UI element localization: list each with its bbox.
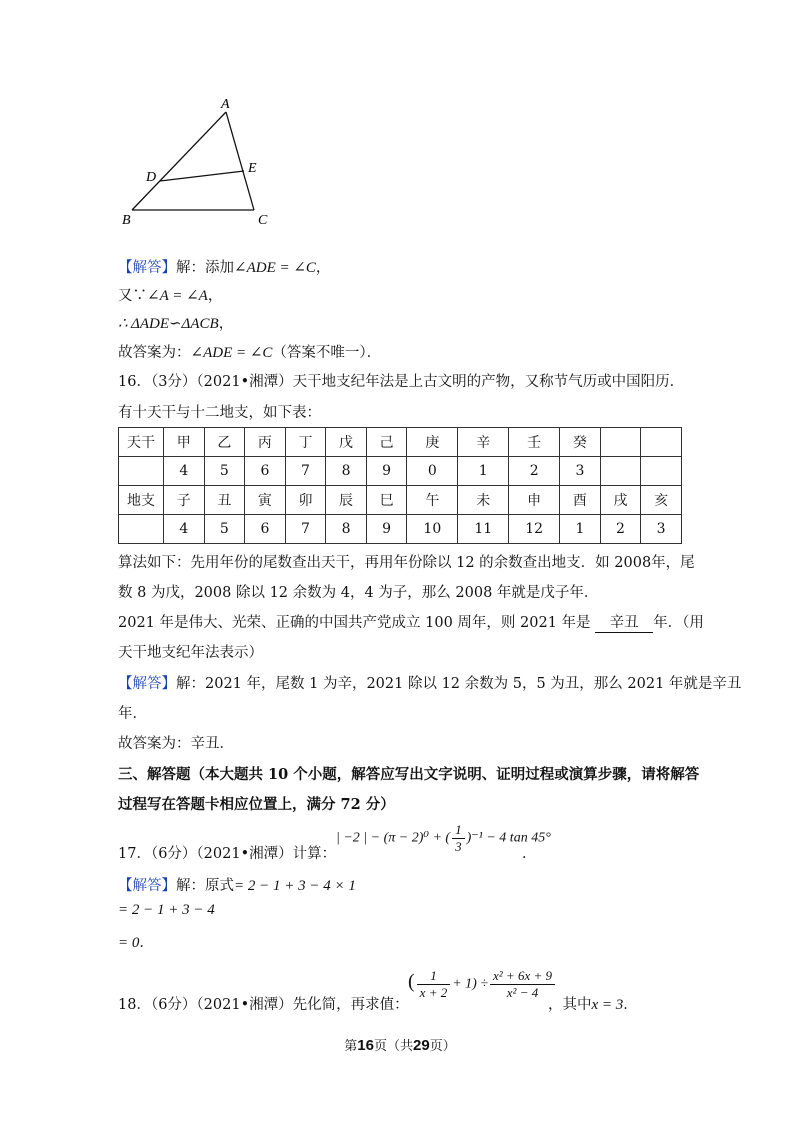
table-cell: 戌	[600, 486, 641, 515]
q16-algorithm-line1: 算法如下：先用年份的尾数查出天干，再用年份除以 12 的余数查出地支．如 2008年，尾	[118, 555, 695, 571]
section-heading-line2: 过程写在答题卡相应位置上，满分 72 分）	[118, 796, 395, 813]
q16-question-line1: 2021 年是伟大、光荣、正确的中国共产党成立 100 周年，则 2021 年是 辛丑 年．（用	[118, 611, 704, 633]
table-cell	[600, 457, 641, 486]
jieda-tag: 【解答】	[118, 878, 176, 894]
q15-solution-line1: 【解答】解：添加∠ADE = ∠C，	[118, 260, 331, 276]
table-cell: 9	[366, 457, 407, 486]
table-cell: 2	[509, 457, 560, 486]
label-e: E	[248, 161, 257, 176]
table-cell: 5	[204, 515, 245, 544]
q17-stem: 17．（6分）（2021•湘潭）计算：	[118, 846, 337, 862]
q16-solution-line2: 年．	[118, 706, 147, 722]
q18-condition: ，其中x = 3．	[548, 997, 638, 1013]
table-cell: 亥	[641, 486, 682, 515]
table-cell: 9	[366, 515, 407, 544]
table-cell: 甲	[164, 428, 205, 457]
q15-answer-line: 故答案为：∠ADE = ∠C（答案不唯一）．	[118, 345, 382, 361]
table-cell: 酉	[560, 486, 601, 515]
table-cell	[119, 457, 164, 486]
table-cell: 子	[164, 486, 205, 515]
label-d: D	[146, 170, 157, 185]
table-cell: 卯	[285, 486, 326, 515]
table-cell: 8	[326, 457, 367, 486]
table-cell: 6	[245, 457, 286, 486]
fraction-one-third: $\frac{1}{3}$	[452, 822, 465, 855]
q16-algorithm-line2: 数 8 为戊，2008 除以 12 余数为 4，4 为子，那么 2008 年就是戊子年．	[118, 585, 599, 601]
table-row	[119, 428, 682, 457]
table-cell: 7	[285, 457, 326, 486]
table-row	[119, 515, 682, 544]
table-cell	[600, 428, 641, 457]
table-cell: 寅	[245, 486, 286, 515]
q15-solution-line3: ∴ ΔADE∽ΔACB，	[118, 316, 234, 332]
table-cell: 癸	[560, 428, 601, 457]
jieda-tag: 【解答】	[118, 260, 176, 276]
table-cell: 6	[245, 515, 286, 544]
table-cell: 丙	[245, 428, 286, 457]
table-cell: 天干	[119, 428, 164, 457]
total-page-number: 29	[413, 1037, 430, 1054]
table-row	[119, 486, 682, 515]
table-row	[119, 457, 682, 486]
q16-question-line2: 天干地支纪年法表示）	[118, 645, 263, 661]
table-cell	[119, 515, 164, 544]
triangle-figure	[118, 92, 288, 232]
label-b: B	[122, 213, 131, 228]
table-cell: 巳	[366, 486, 407, 515]
table-cell: 1	[560, 515, 601, 544]
table-cell: 庚	[407, 428, 458, 457]
table-cell: 1	[458, 457, 509, 486]
table-cell: 丁	[285, 428, 326, 457]
q18-expression: ( $\frac{1}{x + 2}$ + 1) ÷ $\frac{\text{x² + 6x + 9}}{\text{x² − 4}}$	[408, 968, 557, 1001]
current-page-number: 16	[357, 1037, 374, 1054]
table-cell: 申	[509, 486, 560, 515]
q17-end-period: ．	[522, 846, 537, 862]
table-cell: 未	[458, 486, 509, 515]
q16-answer-line: 故答案为：辛丑．	[118, 736, 234, 752]
table-cell: 11	[458, 515, 509, 544]
table-cell: 壬	[509, 428, 560, 457]
table-cell: 辛	[458, 428, 509, 457]
q17-expression: | −2 | − (π − 2)⁰ + ( $\frac{1}{3}$ )⁻¹ − 4 tan 45°	[336, 822, 551, 854]
q17-solution-line2: = 2 − 1 + 3 − 4	[118, 902, 215, 918]
table-cell: 12	[509, 515, 560, 544]
table-cell: 8	[326, 515, 367, 544]
table-cell: 戊	[326, 428, 367, 457]
table-cell: 辰	[326, 486, 367, 515]
table-cell: 7	[285, 515, 326, 544]
table-cell: 地支	[119, 486, 164, 515]
q18-stem: 18．（6分）（2021•湘潭）先化简，再求值：	[118, 997, 409, 1013]
table-cell: 0	[407, 457, 458, 486]
table-cell: 乙	[204, 428, 245, 457]
table-cell: 10	[407, 515, 458, 544]
q17-solution-line3: = 0．	[118, 935, 154, 951]
page-footer: 第16页（共29页）	[344, 1037, 456, 1054]
q16-solution-line1: 【解答】解：2021 年，尾数 1 为辛，2021 除以 12 余数为 5，5 为丑，那么 2021 年就是辛丑	[118, 676, 742, 692]
table-cell	[641, 457, 682, 486]
table-cell: 己	[366, 428, 407, 457]
section-heading-line1: 三、解答题（本大题共 10 个小题，解答应写出文字说明、证明过程或演算步骤，请将解答	[118, 766, 700, 783]
table-cell: 4	[164, 515, 205, 544]
table-cell: 4	[164, 457, 205, 486]
segment-ab	[132, 112, 226, 210]
fraction-one-over-x-plus-2: $\frac{1}{x + 2}$	[417, 968, 451, 1001]
segment-de	[160, 171, 244, 181]
table-cell: 5	[204, 457, 245, 486]
table-cell: 3	[560, 457, 601, 486]
q16-stem-line1: 16．（3分）（2021•湘潭）天干地支纪年法是上古文明的产物，又称节气历或中国阳历．	[118, 374, 685, 390]
label-c: C	[258, 213, 268, 228]
q17-solution-line1: 【解答】解：原式= 2 − 1 + 3 − 4 × 1	[118, 878, 356, 894]
q16-stem-line2: 有十天干与十二地支，如下表：	[118, 405, 321, 421]
table-cell	[641, 428, 682, 457]
fraction-quadratic: $\frac{\text{x² + 6x + 9}}{\text{x² − 4}}$	[490, 968, 555, 1001]
ganzhi-table	[118, 427, 682, 544]
q15-solution-line2: 又∵∠A = ∠A，	[118, 288, 223, 304]
table-cell: 丑	[204, 486, 245, 515]
label-a: A	[221, 97, 230, 112]
jieda-tag: 【解答】	[118, 676, 176, 692]
table-cell: 午	[407, 486, 458, 515]
table-cell: 2	[600, 515, 641, 544]
answer-blank: 辛丑	[595, 611, 653, 633]
table-cell: 3	[641, 515, 682, 544]
